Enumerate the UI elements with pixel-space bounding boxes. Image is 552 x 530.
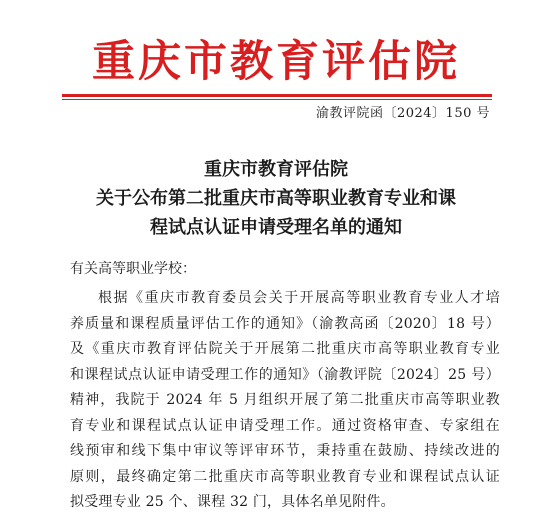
- notice-title: [0, 155, 552, 242]
- masthead-red-rule: [62, 94, 492, 97]
- title-line: 重庆市教育评估院: [204, 159, 348, 180]
- body-line: 原则，最终确定第二批重庆市高等职业教育专业和课程试点认证: [70, 468, 500, 485]
- title-line: 程试点认证申请受理名单的通知: [150, 217, 402, 238]
- body-line: 根据《重庆市教育委员会关于开展高等职业教育专业人才培: [98, 290, 500, 306]
- body-line: 精神，我院于 2024 年 5 月组织开展了第二批重庆市高等职业教: [70, 392, 500, 408]
- body-line: 及《重庆市教育评估院关于开展第二批重庆市高等职业教育专业: [70, 341, 500, 357]
- salutation: 有关高等职业学校：: [70, 261, 196, 277]
- body-line: 拟受理专业 25 个、课程 32 门，具体名单见附件。: [70, 494, 395, 510]
- body-line: 育专业和课程试点认证申请受理工作。通过资格审查、专家组在: [70, 417, 500, 434]
- title-line: 关于公布第二批重庆市高等职业教育专业和课: [96, 188, 456, 209]
- body-paragraph: [70, 286, 500, 516]
- document-number: 渝教评院函〔2024〕150 号: [315, 106, 490, 121]
- masthead-org-name: 重庆市教育评估院: [92, 37, 460, 87]
- body-line: 养质量和课程质量评估工作的通知》（渝教高函〔2020〕18 号）: [70, 315, 500, 332]
- masthead-red-rule-thin: [62, 99, 492, 100]
- body-line: 线预审和线下集中审议等评审环节，秉持重在鼓励、持续改进的: [70, 443, 500, 459]
- body-line: 和课程试点认证申请受理工作的通知》（渝教评院〔2024〕25 号）: [70, 366, 500, 383]
